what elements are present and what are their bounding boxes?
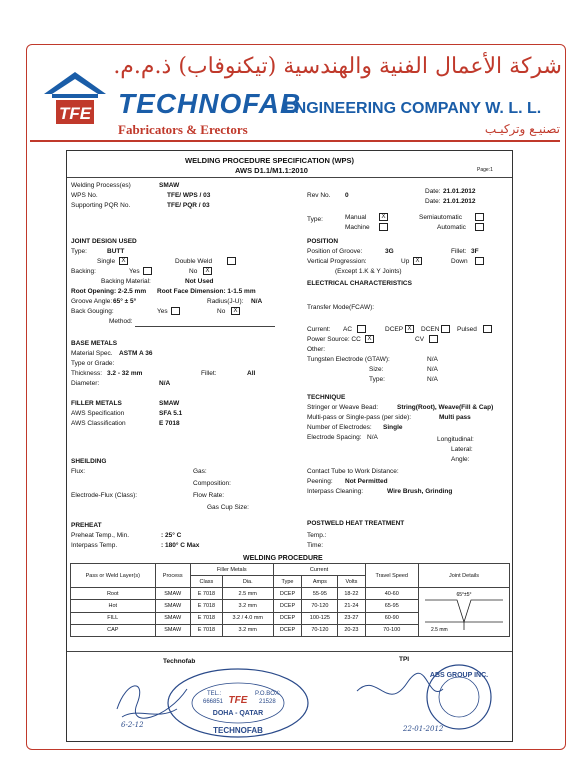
wps-value: TFE/ WPS / 03	[167, 192, 211, 199]
page-number: Page:1	[477, 167, 493, 173]
col-pass: Pass or Weld Layer(s)	[71, 564, 156, 588]
svg-text:2.5 mm: 2.5 mm	[431, 627, 448, 633]
wps-form	[66, 150, 513, 742]
gas-label: Gas:	[193, 468, 207, 475]
pqr-label: Supporting PQR No.	[71, 202, 131, 209]
preheat-heading: PREHEAT	[71, 522, 102, 529]
backing-label: Backing:	[71, 268, 96, 275]
double-label: Double Weld	[175, 258, 213, 265]
groove-position-value: 3G	[385, 248, 394, 255]
table-row: Root SMAW E 7018 2.5 mm DCEP 55-95 18-22 40-60 65°±5° 2.5 mm	[71, 588, 510, 600]
col-joint: Joint Details	[419, 564, 510, 588]
joint-type-value: BUTT	[107, 248, 125, 255]
manual-checkbox[interactable]: X	[379, 213, 388, 221]
except-note: (Except 1.K & Y Joints)	[335, 268, 402, 275]
angle-label: Angle:	[451, 456, 470, 463]
svg-text:666851: 666851	[203, 699, 224, 705]
company-subtitle: Fabricators & Erectors	[118, 122, 248, 137]
fillet-position-value: 3F	[471, 248, 479, 255]
svg-text:P.O.BOX:: P.O.BOX:	[255, 691, 281, 697]
base-metals-heading: BASE METALS	[71, 340, 118, 347]
date-value-1: 21.01.2012	[443, 188, 476, 195]
col-type: Type	[273, 576, 302, 588]
filler-process: SMAW	[159, 400, 180, 407]
svg-text:6-2-12: 6-2-12	[121, 721, 144, 729]
interpass-label: Interpass Temp.	[71, 542, 118, 549]
ctwd-label: Contact Tube to Work Distance:	[307, 468, 399, 475]
interpass-value: : 180° C Max	[161, 542, 200, 549]
pqr-value: TFE/ PQR / 03	[167, 202, 210, 209]
peening-value: Not Permitted	[345, 478, 388, 485]
single-checkbox[interactable]: X	[119, 257, 128, 265]
electrical-heading: ELECTRICAL CHARACTERISTICS	[307, 280, 412, 287]
fillet-thickness-label: Fillet:	[201, 370, 217, 377]
brand-name: TECHNOFAB	[118, 88, 302, 119]
gas-cup-label: Gas Cup Size:	[207, 504, 249, 511]
electrode-flux-label: Electrode-Flux (Class):	[71, 492, 138, 499]
arabic-subtitle: تصنيـع وتركيـب	[484, 122, 560, 136]
electrode-type-value: N/A	[427, 376, 438, 383]
cv-label: CV	[415, 336, 425, 343]
backing-material-label: Backing Material:	[101, 278, 151, 285]
single-label: Single	[97, 258, 116, 265]
logo-text: TFE	[58, 104, 92, 123]
procedure-table	[70, 563, 510, 637]
spacing-value: N/A	[367, 434, 378, 441]
radius-label: Radius(J-U):	[207, 298, 244, 305]
spacing-label: Electrode Spacing:	[307, 434, 362, 441]
rev-value: 0	[345, 192, 349, 199]
vertical-label: Vertical Progression:	[307, 258, 367, 265]
backing-no-checkbox[interactable]: X	[203, 267, 212, 275]
composition-label: Composition:	[193, 480, 231, 487]
arabic-company-name: شركة الأعمال الفنية والهندسية (تيكنوفاب) ذ.م.م.	[113, 54, 562, 79]
rev-label: Rev No.	[307, 192, 331, 199]
position-heading: POSITION	[307, 238, 339, 245]
material-spec-value: ASTM A 36	[119, 350, 153, 357]
date-value-2: 21.01.2012	[443, 198, 476, 205]
pulsed-checkbox[interactable]	[483, 325, 492, 333]
aws-class-value: E 7018	[159, 420, 180, 427]
groove-position-label: Position of Groove:	[307, 248, 363, 255]
signoff-rule	[67, 651, 512, 652]
cv-checkbox[interactable]	[429, 335, 438, 343]
col-filler: Filler Metals	[190, 564, 273, 576]
electrodes-value: Single	[383, 424, 403, 431]
gouging-yes-checkbox[interactable]	[171, 307, 180, 315]
other-label: Other:	[307, 346, 326, 353]
wps-label: WPS No.	[71, 192, 98, 199]
flow-rate-label: Flow Rate:	[193, 492, 225, 499]
backing-yes-checkbox[interactable]	[143, 267, 152, 275]
cleaning-label: Interpass Cleaning:	[307, 488, 364, 495]
semiautomatic-label: Semiautomatic	[419, 214, 462, 221]
technique-heading: TECHNIQUE	[307, 394, 346, 401]
table-header-row	[71, 564, 510, 576]
joint-detail-cell	[419, 588, 510, 637]
fillet-thickness-value: All	[247, 370, 256, 377]
technofab-signature	[107, 669, 197, 729]
lateral-label: Lateral:	[451, 446, 473, 453]
preheat-min-value: : 25° C	[161, 532, 182, 539]
gouging-yes-label: Yes	[157, 308, 168, 315]
thickness-value: 3.2 - 32 mm	[107, 370, 143, 377]
multipass-value: Multi pass	[439, 414, 471, 421]
dcen-label: DCEN	[421, 326, 440, 333]
joint-detail-sketch	[421, 588, 507, 634]
form-title: WELDING PROCEDURE SPECIFICATION (WPS)	[185, 156, 355, 165]
process-value: SMAW	[159, 182, 180, 189]
pwht-heading: POSTWELD HEAT TREATMENT	[307, 520, 405, 527]
method-label: Method:	[109, 318, 133, 325]
cleaning-value: Wire Brush, Grinding	[387, 488, 453, 495]
machine-label: Machine	[345, 224, 370, 231]
back-gouging-label: Back Gouging:	[71, 308, 114, 315]
svg-text:DOHA - QATAR: DOHA - QATAR	[212, 710, 264, 717]
brand-tagline: ENGINEERING COMPANY W. L. L.	[284, 100, 542, 117]
current-label: Current:	[307, 326, 331, 333]
stringer-value: String(Root), Weave(Fill & Cap)	[397, 404, 494, 411]
gouging-no-label: No	[217, 308, 226, 315]
svg-text:22-01-2012: 22-01-2012	[403, 725, 444, 733]
manual-label: Manual	[345, 214, 367, 221]
procedure-heading: WELDING PROCEDURE	[243, 555, 323, 562]
peening-label: Peening:	[307, 478, 333, 485]
tungsten-label: Tungsten Electrode (GTAW):	[307, 356, 390, 363]
process-label: Welding Process(es)	[71, 182, 131, 189]
backing-material-value: Not Used	[185, 278, 214, 285]
letterhead-divider	[30, 140, 560, 142]
size-label: Size:	[369, 366, 384, 373]
power-source-label: Power Source: CC	[307, 336, 361, 343]
ac-label: AC	[343, 326, 353, 333]
preheat-min-label: Preheat Temp., Min.	[71, 532, 130, 539]
multipass-label: Multi-pass or Single-pass (per side):	[307, 414, 412, 421]
date-label-1: Date:	[425, 188, 441, 195]
thickness-label: Thickness:	[71, 370, 103, 377]
col-volts: Volts	[338, 576, 365, 588]
tpi-stamp	[347, 663, 497, 739]
up-label: Up	[401, 258, 410, 265]
tpi-signoff-label: TPI	[399, 656, 410, 663]
type-label: Type:	[307, 216, 323, 223]
dcep-checkbox[interactable]: X	[405, 325, 414, 333]
stringer-label: Stringer or Weave Bead:	[307, 404, 379, 411]
svg-text:TFE: TFE	[228, 695, 248, 706]
down-label: Down	[451, 258, 468, 265]
diameter-value: N/A	[159, 380, 171, 387]
gouging-no-checkbox[interactable]: X	[231, 307, 240, 315]
pwht-temp-label: Temp.:	[307, 532, 327, 539]
up-checkbox[interactable]: X	[413, 257, 422, 265]
col-current: Current	[273, 564, 365, 576]
svg-text:ABS GROUP INC.: ABS GROUP INC.	[429, 672, 489, 679]
svg-text:TEL.:: TEL.:	[207, 691, 222, 697]
col-amps: Amps	[302, 576, 338, 588]
root-opening: Root Opening: 2-2.5 mm	[71, 288, 147, 295]
dcen-checkbox[interactable]	[441, 325, 450, 333]
pulsed-label: Pulsed	[457, 326, 477, 333]
radius-value: N/A	[251, 298, 263, 305]
svg-text:TECHNOFAB: TECHNOFAB	[213, 726, 263, 735]
title-rule	[67, 177, 512, 178]
col-speed: Travel Speed	[365, 564, 419, 588]
longitudinal-label: Longitudinal:	[437, 436, 474, 443]
company-logo	[42, 70, 108, 132]
root-face: Root Face Dimension: 1-1.5 mm	[157, 288, 256, 295]
joint-type-label: Type:	[71, 248, 87, 255]
semiautomatic-checkbox[interactable]	[475, 213, 484, 221]
col-process: Process	[155, 564, 190, 588]
form-code: AWS D1.1/M1.1:2010	[235, 166, 308, 175]
size-value: N/A	[427, 366, 438, 373]
cc-checkbox[interactable]: X	[365, 335, 374, 343]
grade-label: Type or Grade:	[71, 360, 115, 367]
method-line	[135, 326, 275, 327]
col-dia: Dia.	[222, 576, 273, 588]
machine-checkbox[interactable]	[379, 223, 388, 231]
col-class: Class	[190, 576, 222, 588]
automatic-checkbox[interactable]	[475, 223, 484, 231]
aws-spec-label: AWS Specification	[71, 410, 125, 417]
aws-spec-value: SFA 5.1	[159, 410, 183, 417]
table-row: Hot SMAW E 7018 3.2 mm DCEP 70-120 21-24 65-95	[71, 600, 510, 612]
fillet-position-label: Fillet:	[451, 248, 467, 255]
shielding-heading: SHEILDING	[71, 458, 107, 465]
down-checkbox[interactable]	[475, 257, 484, 265]
backing-no-label: No	[189, 268, 198, 275]
filler-heading: FILLER METALS	[71, 400, 122, 407]
groove-angle-label: Groove Angle:	[71, 298, 113, 305]
diameter-label: Diameter:	[71, 380, 100, 387]
electrode-type-label: Type:	[369, 376, 385, 383]
svg-text:21528: 21528	[259, 699, 276, 705]
material-spec-label: Material Spec.	[71, 350, 113, 357]
ac-checkbox[interactable]	[357, 325, 366, 333]
svg-text:65°±5°: 65°±5°	[456, 592, 472, 598]
aws-class-label: AWS Classification	[71, 420, 126, 427]
table-row: CAP SMAW E 7018 3.2 mm DCEP 70-120 20-23 70-100	[71, 624, 510, 636]
automatic-label: Automatic	[437, 224, 466, 231]
backing-yes-label: Yes	[129, 268, 140, 275]
transfer-label: Transfer Mode(FCAW):	[307, 304, 375, 311]
joint-heading: JOINT DESIGN USED	[71, 238, 137, 245]
electrodes-label: Number of Electrodes:	[307, 424, 372, 431]
table-row: FILL SMAW E 7018 3.2 / 4.0 mm DCEP 100-125 23-27 60-90	[71, 612, 510, 624]
pwht-time-label: Time:	[307, 542, 324, 549]
flux-label: Flux:	[71, 468, 86, 475]
groove-angle-value: 65° ± 5°	[113, 298, 137, 305]
double-checkbox[interactable]	[227, 257, 236, 265]
date-label-2: Date:	[425, 198, 441, 205]
tungsten-value: N/A	[427, 356, 438, 363]
dcep-label: DCEP	[385, 326, 404, 333]
technofab-signoff-label: Technofab	[163, 658, 196, 665]
